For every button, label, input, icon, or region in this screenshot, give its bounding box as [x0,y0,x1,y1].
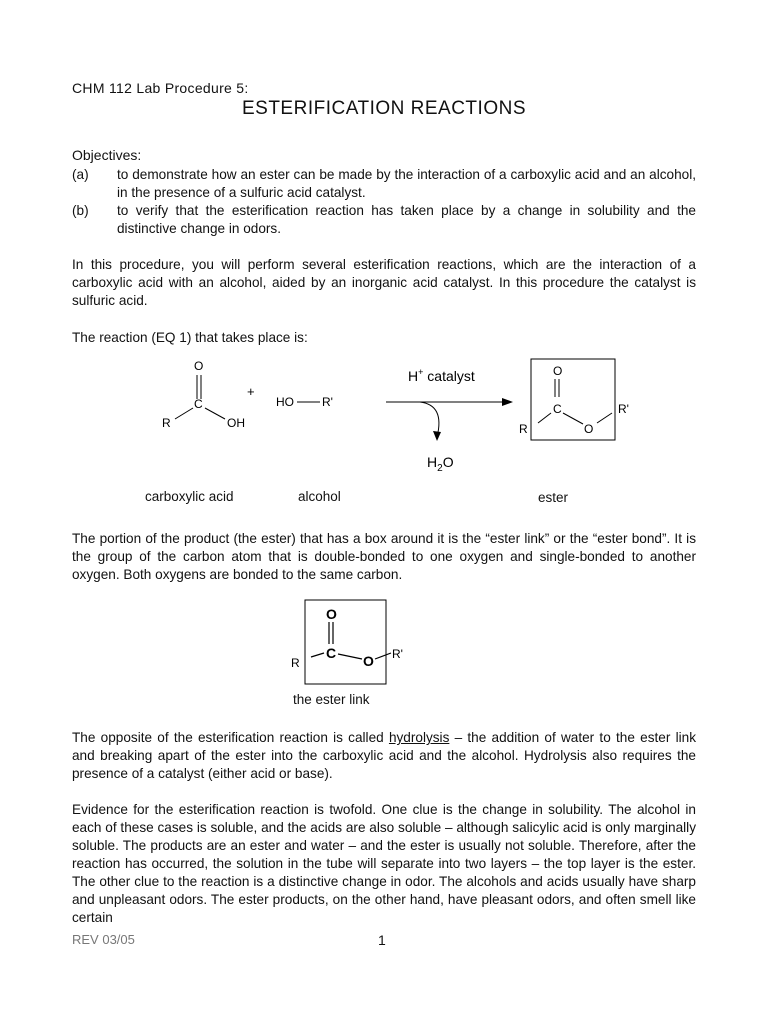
acid-carbon: C [194,397,203,411]
objective-item-a [72,166,696,202]
link-carbon: C [326,645,337,661]
ester-r-group: R [519,422,528,436]
hydrolysis-term: hydrolysis [388,730,450,745]
catalyst-label: H+ catalyst [408,367,475,384]
link-r-prime: R' [392,647,403,661]
course-line: CHM 112 Lab Procedure 5: [72,80,249,96]
ester-description-paragraph: The portion of the product (the ester) that has a box around it is the “ester link” or the “ester bond”. It is the group of the carbon atom that is double-bonded to one oxygen and single-bonded to another oxygen. Both oxygens are bonded to the same carbon. [72,531,696,582]
ester-carbonyl-oxygen: O [553,364,563,378]
esterification-equation [0,355,768,485]
ester-link-diagram [280,598,430,688]
water-label: $H_2O$ [427,454,454,474]
acid-r-group: R [162,416,171,430]
caption-ester-link: the ester link [293,692,370,707]
page-number: 1 [378,932,386,948]
objective-marker: (b) [72,203,89,218]
objective-text: to demonstrate how an ester can be made by the interaction of a carboxylic acid and an alcohol, in the presence of a sulfuric acid catalyst. [117,167,696,200]
caption-alcohol: alcohol [298,489,341,504]
revision-label: REV 03/05 [72,932,135,947]
objective-text: to verify that the esterification reaction has taken place by a change in solubility and the distinctive change in odors. [117,203,696,236]
hydrolysis-paragraph: The opposite of the esterification reaction is called hydrolysis – the addition of water to the ester link and breaking apart of the ester into the carboxylic acid and the alcohol. Hydrolysis also requires the presence of a catalyst (either acid or base). [72,730,696,781]
ester-carbon: C [553,402,562,416]
reaction-intro: The reaction (EQ 1) that takes place is: [72,330,308,345]
alcohol-r-prime: R' [322,395,333,409]
plus-sign: + [247,384,255,399]
intro-paragraph: In this procedure, you will perform several esterification reactions, which are the interaction of a carboxylic acid with an alcohol, aided by an inorganic acid catalyst. In this procedure the catalyst is sulfuric acid. [72,257,696,308]
objective-item-b [72,202,696,238]
acid-hydroxyl: OH [227,416,245,430]
evidence-paragraph: Evidence for the esterification reaction is twofold. One clue is the change in solubility. The alcohol in each of these cases is soluble, and the acids are also soluble – although salicylic acid is only marginally soluble. The products are an ester and water – and the ester is usually not soluble. Therefore, after the reaction has occurred, the solution in the tube will separate into two layers – the top layer is the ester. The other clue to the reaction is a distinctive change in odor. The alcohols and acids usually have sharp and unpleasant odors. The ester products, on the other hand, have pleasant odors, and often smell like certain [72,802,696,925]
acid-carbonyl-oxygen: O [194,359,204,373]
page-title: ESTERIFICATION REACTIONS [241,98,526,119]
alcohol-hydroxyl: HO [276,395,294,409]
caption-ester: ester [538,490,569,505]
link-oxygen: O [363,653,374,669]
ester-r-prime: R' [618,402,629,416]
objectives-label: Objectives: [72,147,142,163]
ester-oxygen: O [584,422,594,436]
caption-carboxylic-acid: carboxylic acid [145,489,234,504]
link-r-group: R [291,656,300,670]
link-carbonyl-oxygen: O [326,606,337,622]
objective-marker: (a) [72,167,89,182]
